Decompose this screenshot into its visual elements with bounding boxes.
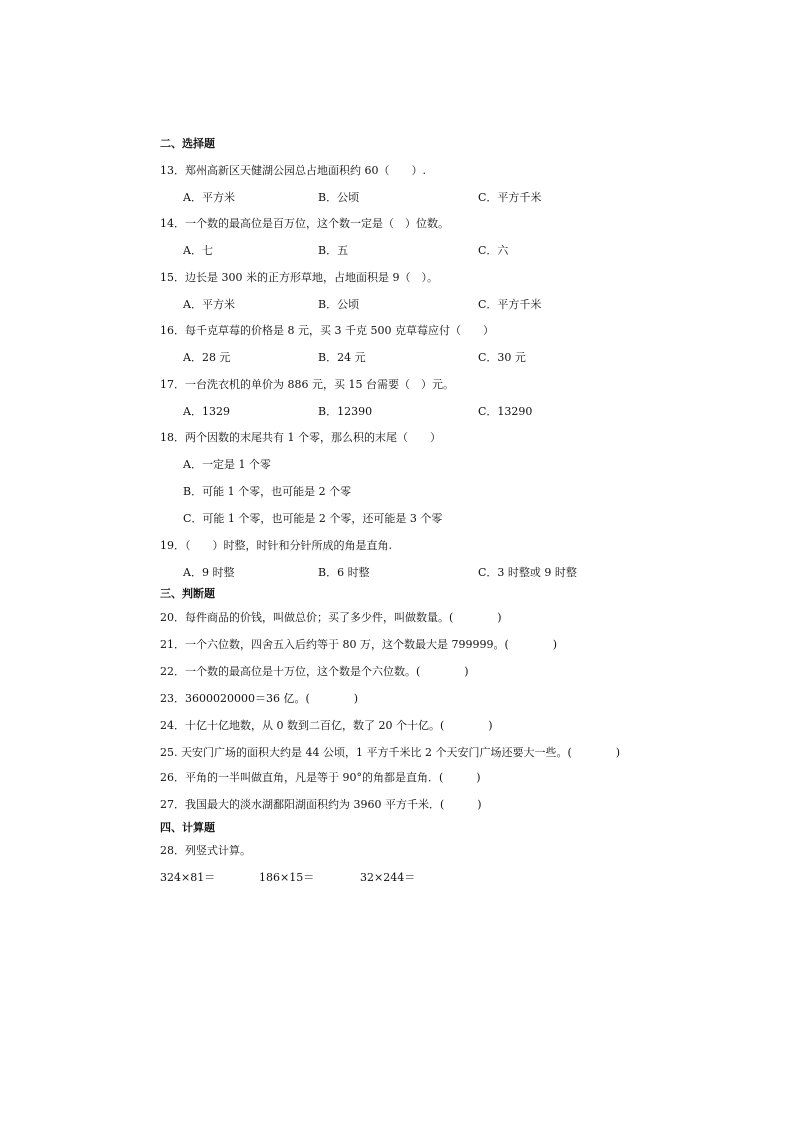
option-18-b: B．可能 1 个零，也可能是 2 个零 <box>183 485 352 498</box>
question-16: 16．每千克草莓的价格是 8 元，买 3 千克 500 克草莓应付（ ） <box>160 324 494 337</box>
option-15-c: C．平方千米 <box>478 298 542 311</box>
option-15-a: A．平方米 <box>183 298 235 311</box>
option-18-c: C．可能 1 个零，也可能是 2 个零，还可能是 3 个零 <box>183 512 443 525</box>
option-17-c: C．13290 <box>478 405 533 418</box>
option-17-a: A．1329 <box>183 405 230 418</box>
judge-item-22: 22．一个数的最高位是十万位，这个数是个六位数。( ) <box>160 665 469 678</box>
section-title-calc: 四、计算题 <box>160 821 215 834</box>
option-15-b: B．公顷 <box>318 298 360 311</box>
question-13: 13．郑州高新区天健湖公园总占地面积约 60（ ）. <box>160 164 426 177</box>
judge-item-27: 27．我国最大的淡水湖鄱阳湖面积约为 3960 平方千米．( ) <box>160 798 482 811</box>
question-15: 15．边长是 300 米的正方形草地，占地面积是 9（ ）。 <box>160 271 438 284</box>
option-16-a: A．28 元 <box>183 351 231 364</box>
option-19-a: A．9 时整 <box>183 566 235 579</box>
option-14-a: A．七 <box>183 244 213 257</box>
option-16-b: B．24 元 <box>318 351 366 364</box>
judge-item-23: 23．3600020000＝36 亿。( ) <box>160 692 359 705</box>
judge-item-21: 21．一个六位数，四舍五入后约等于 80 万，这个数最大是 799999。( ) <box>160 638 558 651</box>
question-28: 28．列竖式计算。 <box>160 844 251 857</box>
option-13-c: C．平方千米 <box>478 191 542 204</box>
section-title-choice: 二、选择题 <box>160 137 215 150</box>
option-14-c: C．六 <box>478 244 509 257</box>
question-17: 17．一台洗衣机的单价为 886 元，买 15 台需要（ ）元。 <box>160 378 454 391</box>
option-18-a: A．一定是 1 个零 <box>183 458 271 471</box>
option-13-b: B．公顷 <box>318 191 360 204</box>
judge-item-20: 20．每件商品的价钱，叫做总价；买了多少件，叫做数量。( ) <box>160 611 502 624</box>
judge-item-26: 26．平角的一半叫做直角，凡是等于 90°的角都是直角．( ) <box>160 771 481 784</box>
question-18: 18．两个因数的末尾共有 1 个零，那么积的末尾（ ） <box>160 431 441 444</box>
question-14: 14．一个数的最高位是百万位，这个数一定是（ ）位数。 <box>160 217 449 230</box>
judge-item-24: 24．十亿十亿地数，从 0 数到二百亿，数了 20 个十亿。( ) <box>160 719 493 732</box>
calc-2: 186×15＝ <box>259 871 315 884</box>
option-17-b: B．12390 <box>318 405 373 418</box>
question-19: 19．（ ）时整，时针和分针所成的角是直角. <box>160 539 392 552</box>
option-16-c: C．30 元 <box>478 351 526 364</box>
option-19-b: B．6 时整 <box>318 566 370 579</box>
section-title-judge: 三、判断题 <box>160 587 215 600</box>
option-14-b: B．五 <box>318 244 349 257</box>
judge-item-25: 25. 天安门广场的面积大约是 44 公顷，1 平方千米比 2 个天安门广场还要大一些。( ) <box>160 746 621 759</box>
calc-3: 32×244＝ <box>360 871 416 884</box>
calc-1: 324×81＝ <box>160 871 216 884</box>
option-19-c: C．3 时整或 9 时整 <box>478 566 577 579</box>
option-13-a: A．平方米 <box>183 191 235 204</box>
